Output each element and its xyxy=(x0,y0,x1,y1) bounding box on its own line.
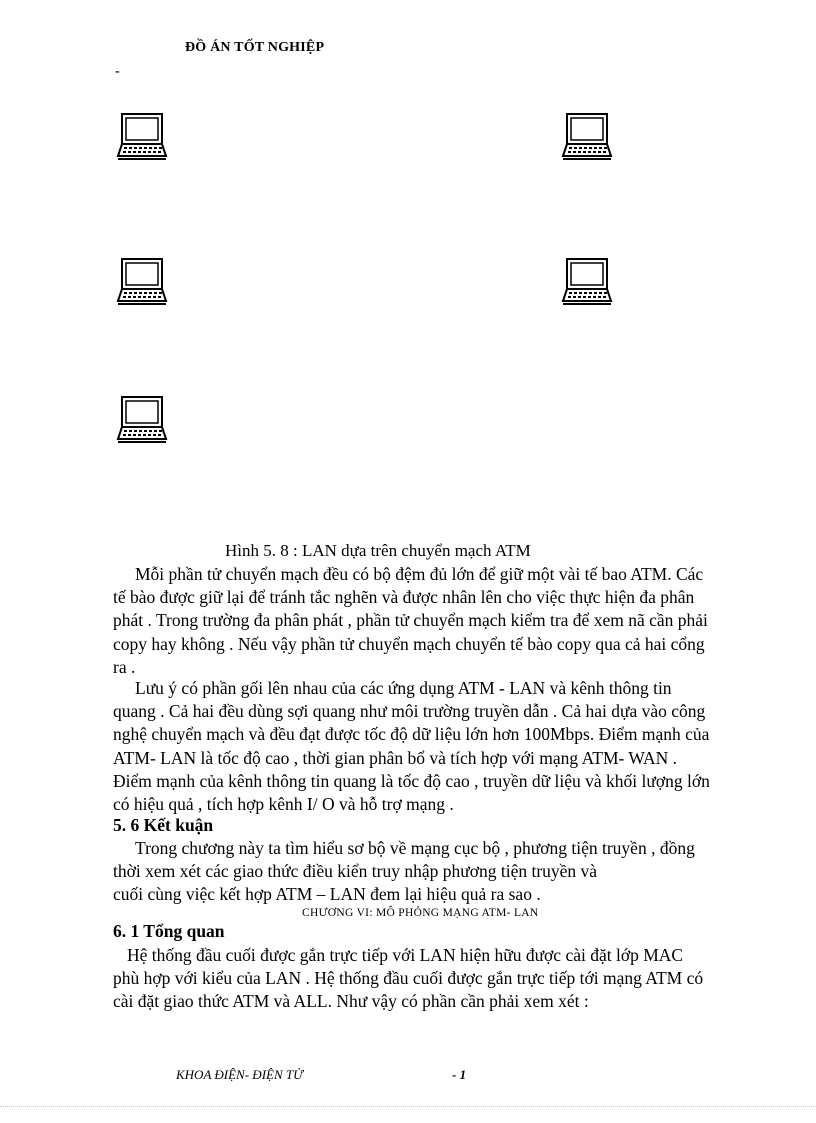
section-heading-6-1: 6. 1 Tổng quan xyxy=(113,921,225,941)
paragraph-line: có hiệu quả , tích hợp kênh I/ O và hỗ trợ mạng . xyxy=(113,794,454,815)
paragraph-line: Lưu ý có phần gối lên nhau của các ứng dụng ATM - LAN và kênh thông tin xyxy=(135,678,672,698)
computer-icon xyxy=(116,112,168,164)
paragraph-line: thời xem xét các giao thức điều kiển truy nhập phương tiện truyền và xyxy=(113,861,598,882)
paragraph-line: ra . xyxy=(113,656,136,677)
footer-faculty: KHOA ĐIỆN- ĐIỆN TỬ xyxy=(176,1067,303,1082)
paragraph-1 xyxy=(113,563,753,679)
footer-page-number: - 1 xyxy=(452,1067,467,1082)
paragraph-line: phát . Trong trường đa phân phát , phần tử chuyển mạch kiểm tra để xem nã cần phải xyxy=(113,610,708,631)
computer-icon xyxy=(116,395,168,447)
paragraph-line: cuối cùng việc kết hợp ATM – LAN đem lại hiệu quả ra sao . xyxy=(113,884,541,905)
paragraph-line: ATM- LAN là tốc độ cao , thời gian phân bổ và tích hợp với mạng ATM- WAN . xyxy=(113,747,678,768)
computer-icon xyxy=(561,257,613,309)
paragraph-line: Mỗi phần tử chuyển mạch đều có bộ đệm đủ lớn để giữ một vài tế bao ATM. Các xyxy=(135,564,704,584)
paragraph-line: Trong chương này ta tìm hiểu sơ bộ về mạng cục bộ , phương tiện truyền , đồng xyxy=(135,838,695,858)
paragraph-overview xyxy=(113,944,753,1014)
computer-icon xyxy=(561,112,613,164)
paragraph-line: Hệ thống đầu cuối được gắn trực tiếp với LAN hiện hữu được cài đặt lớp MAC xyxy=(127,945,684,965)
paragraph-line: tế bào được giữ lại để tránh tắc nghẽn và được nhân lên cho việc thực hiện đa phân xyxy=(113,587,695,608)
paragraph-line: Điểm mạnh của kênh thông tin quang là tốc độ cao , truyền dữ liệu và khối lượng lớn xyxy=(113,770,710,791)
chapter-title: CHƯƠNG VI: MÔ PHỎNG MẠNG ATM- LAN xyxy=(302,907,539,919)
figure-caption: Hình 5. 8 : LAN dựa trên chuyển mạch ATM xyxy=(225,541,531,560)
section-heading-5-6: 5. 6 Kết kuận xyxy=(113,815,214,835)
paragraph-2 xyxy=(113,677,753,816)
paragraph-line: copy hay không . Nếu vậy phần tử chuyển mạch chuyển tế bào copy qua cả hai cổng xyxy=(113,633,705,654)
header-dash: - xyxy=(115,64,120,79)
paragraph-line: cài đặt giao thức ATM và ALL. Như vậy có phần cần phải xem xét : xyxy=(113,991,589,1012)
paragraph-line: quang . Cả hai đều dùng sợi quang như môi trường truyền dẫn . Cả hai dựa vào công xyxy=(113,701,706,722)
page-bottom-divider xyxy=(0,1106,816,1107)
paragraph-conclusion xyxy=(113,837,753,907)
computer-icon xyxy=(116,257,168,309)
page-header-title: ĐỒ ÁN TỐT NGHIỆP xyxy=(185,40,325,55)
paragraph-line: nghệ chuyển mạch và đều đạt được tốc độ dữ liệu lớn hơn 100Mbps. Điểm mạnh của xyxy=(113,724,710,745)
paragraph-line: phù hợp với kiểu của LAN . Hệ thống đầu cuối được gắn trực tiếp tới mạng ATM có xyxy=(113,968,704,989)
